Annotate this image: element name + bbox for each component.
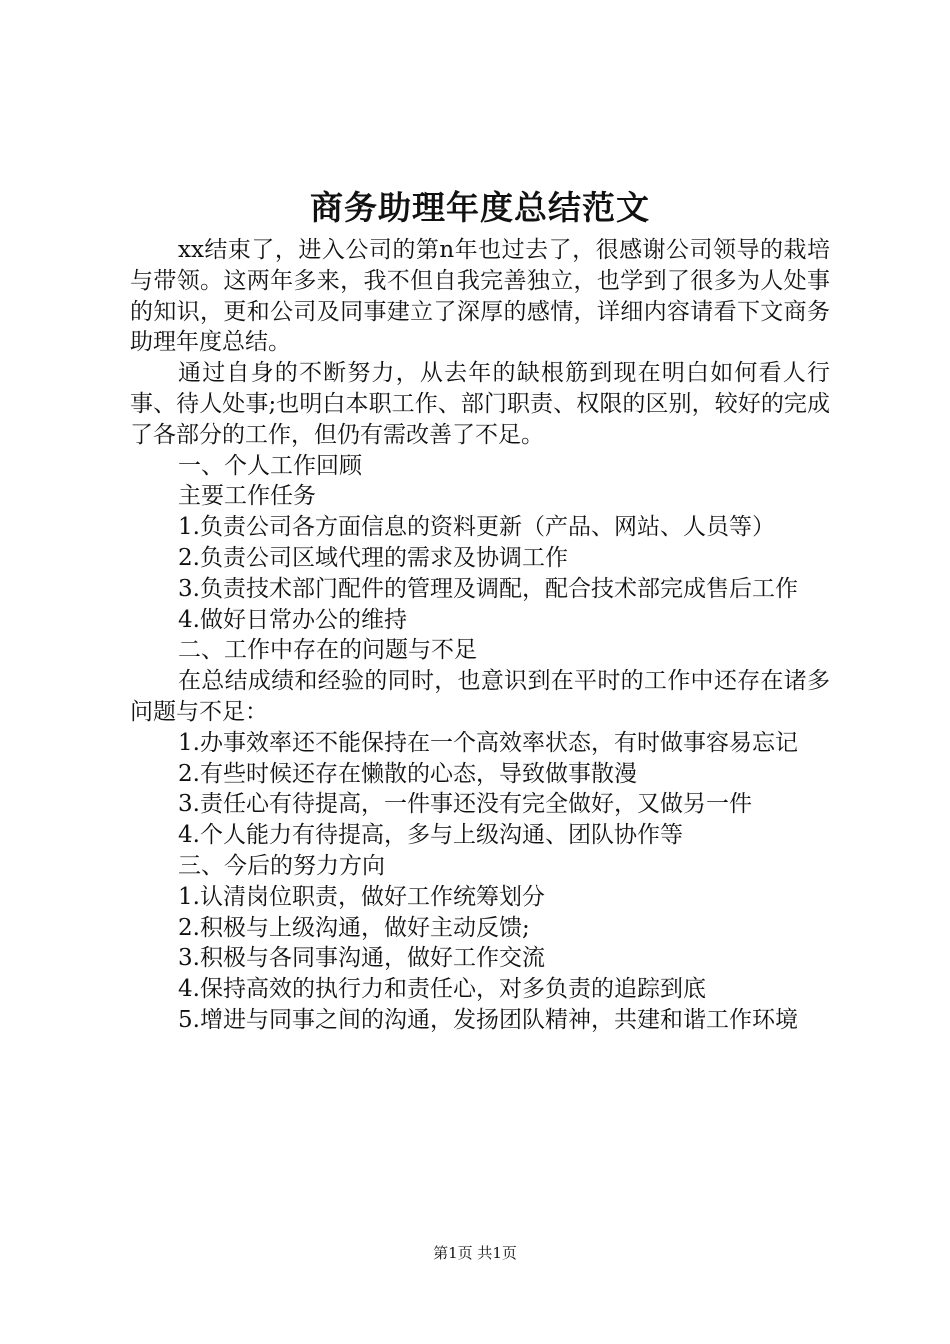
list-item-direction-1: 1.认清岗位职责，做好工作统筹划分: [178, 883, 545, 910]
paragraph-intro: xx结束了，进入公司的第n年也过去了，很感谢公司领导的栽培与带领。这两年多来，我不但自我完善独立，也学到了很多为人处事的知识，更和公司及同事建立了深厚的感情，详细内容请看下文商务助理年度总结。: [130, 237, 830, 356]
list-item-direction-3: 3.积极与各同事沟通，做好工作交流: [178, 945, 545, 972]
paragraph-self-improvement: 通过自身的不断努力，从去年的缺根筋到现在明白如何看人行事、待人处事;也明白本职工作、部门职责、权限的区别，较好的完成了各部分的工作，但仍有需改善了不足。: [130, 360, 830, 448]
list-item-task-2: 2.负责公司区域代理的需求及协调工作: [178, 544, 568, 571]
document-body: [130, 235, 830, 1036]
list-item-problem-3: 3.责任心有待提高，一件事还没有完全做好，又做另一件: [178, 791, 752, 818]
list-item-problem-2: 2.有些时候还存在懒散的心态，导致做事散漫: [178, 760, 637, 787]
document-title: 商务助理年度总结范文: [310, 188, 650, 227]
list-item-direction-4: 4.保持高效的执行力和责任心，对多负责的追踪到底: [178, 976, 706, 1003]
page-footer: 第1页 共1页: [433, 1244, 517, 1262]
list-item-direction-5: 5.增进与同事之间的沟通，发扬团队精神，共建和谐工作环境: [178, 1006, 798, 1033]
paragraph-problems-intro: 在总结成绩和经验的同时，也意识到在平时的工作中还存在诸多问题与不足：: [130, 668, 830, 725]
section-heading-direction: 三、今后的努力方向: [178, 852, 385, 879]
list-item-task-3: 3.负责技术部门配件的管理及调配，配合技术部完成售后工作: [178, 575, 798, 602]
list-item-task-1: 1.负责公司各方面信息的资料更新（产品、网站、人员等）: [178, 514, 775, 541]
subheading-main-tasks: 主要工作任务: [178, 483, 316, 510]
document-page: [130, 183, 830, 1036]
section-heading-review: 一、个人工作回顾: [178, 452, 362, 479]
section-heading-problems: 二、工作中存在的问题与不足: [178, 637, 477, 664]
list-item-problem-4: 4.个人能力有待提高，多与上级沟通、团队协作等: [178, 822, 683, 849]
list-item-task-4: 4.做好日常办公的维持: [178, 606, 407, 633]
list-item-problem-1: 1.办事效率还不能保持在一个高效率状态，有时做事容易忘记: [178, 729, 798, 756]
list-item-direction-2: 2.积极与上级沟通，做好主动反馈;: [178, 914, 530, 941]
